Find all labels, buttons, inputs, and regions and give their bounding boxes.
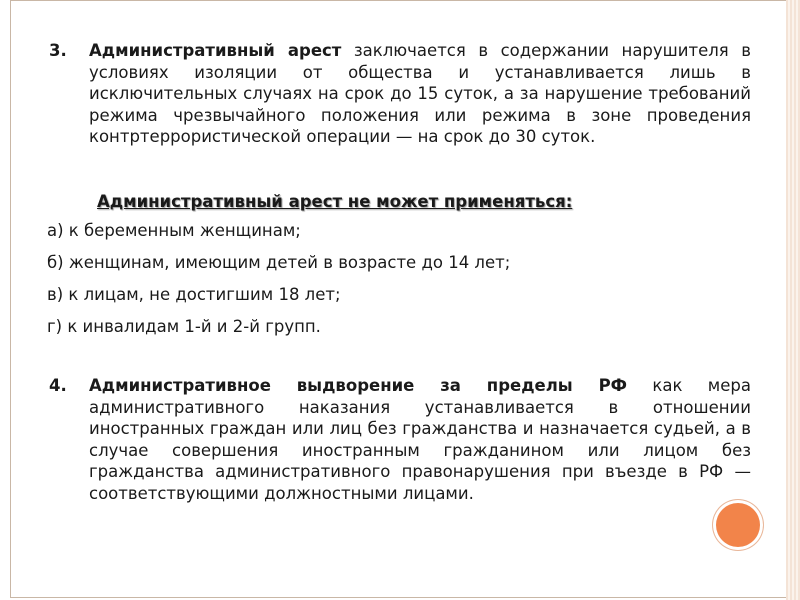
decorative-orange-circle (713, 500, 763, 550)
section-4-paragraph (89, 375, 751, 505)
section-3-paragraph (89, 40, 751, 148)
section-4-term: Административное выдворение за пределы РФ (89, 376, 628, 395)
section-3-number: 3. (49, 41, 67, 60)
restrictions-heading: Административный арест не может применяться: (97, 192, 573, 211)
list-item-d: г) к инвалидам 1-й и 2-й групп. (47, 317, 321, 336)
decorative-edge-stripe (786, 0, 800, 600)
section-3-term: Административный арест (89, 41, 342, 60)
list-item-a: а) к беременным женщинам; (47, 221, 301, 240)
list-item-c: в) к лицам, не достигшим 18 лет; (47, 285, 341, 304)
section-3-text: заключается в содержании нарушителя в условиях изоляции от общества и устанавливается лишь в исключительных случаях на срок до 15 суток, а за нарушение требований режима чрезвычайного положения или режима в зоне проведения контртеррористической операции — на срок до 30 суток. (89, 41, 751, 147)
section-4-text: как мера административного наказания устанавливается в отношении иностранных граждан или лиц без гражданства и назначается судьей, а в случае совершения иностранным гражданином или лицом без гражданства административного правонарушения при въезде в РФ — соответствующими должностными лицами. (89, 376, 751, 503)
section-4-number: 4. (49, 376, 67, 395)
list-item-b: б) женщинам, имеющим детей в возрасте до 14 лет; (47, 253, 511, 272)
